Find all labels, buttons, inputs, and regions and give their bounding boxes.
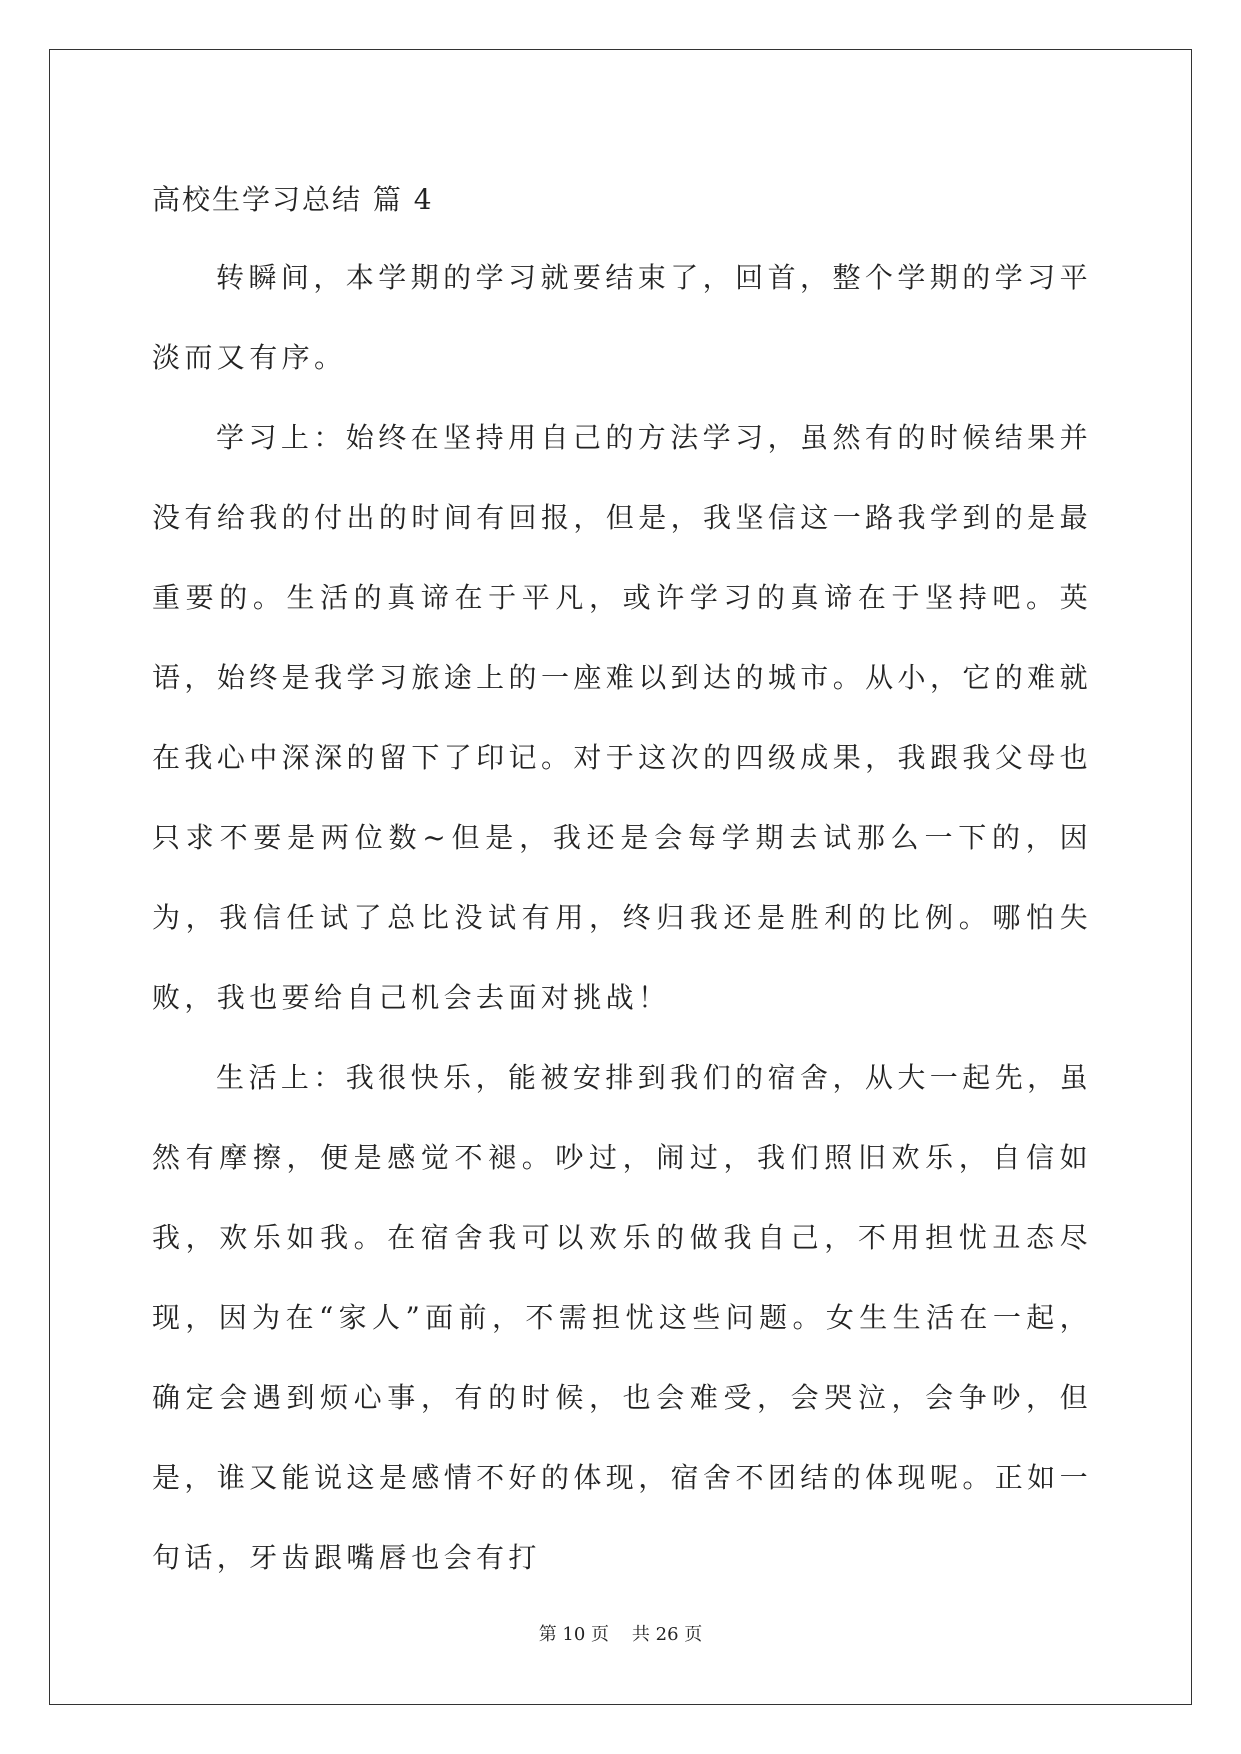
page-number-footer: 第 10 页 共 26 页	[538, 1624, 703, 1645]
paragraph-intro: 转瞬间，本学期的学习就要结束了，回首，整个学期的学习平淡而又有序。	[152, 261, 1092, 374]
paragraph-study: 学习上：始终在坚持用自己的方法学习，虽然有的时候结果并没有给我的付出的时间有回报，但是，我坚信这一路我学到的是最重要的。生活的真谛在于平凡，或许学习的真谛在于坚持吧。英语，始终是我学习旅途上的一座难以到达的城市。从小，它的难就在我心中深深的留下了印记。对于这次的四级成果，我跟我父母也只求不要是两位数~但是，我还是会每学期去试那么一下的，因为，我信任试了总比没试有用，终归我还是胜利的比例。哪怕失败，我也要给自己机会去面对挑战！	[152, 421, 1092, 1014]
document-title: 高校生学习总结 篇 4	[152, 183, 434, 216]
paragraph-life: 生活上：我很快乐，能被安排到我们的宿舍，从大一起先，虽然有摩擦，便是感觉不褪。吵过，闹过，我们照旧欢乐，自信如我，欢乐如我。在宿舍我可以欢乐的做我自己，不用担忧丑态尽现，因为在“家人”面前，不需担忧这些问题。女生生活在一起，确定会遇到烦心事，有的时候，也会难受，会哭泣，会争吵，但是，谁又能说这是感情不好的体现，宿舍不团结的体现呢。正如一句话，牙齿跟嘴唇也会有打	[152, 1061, 1092, 1574]
document-body	[152, 162, 1092, 1598]
